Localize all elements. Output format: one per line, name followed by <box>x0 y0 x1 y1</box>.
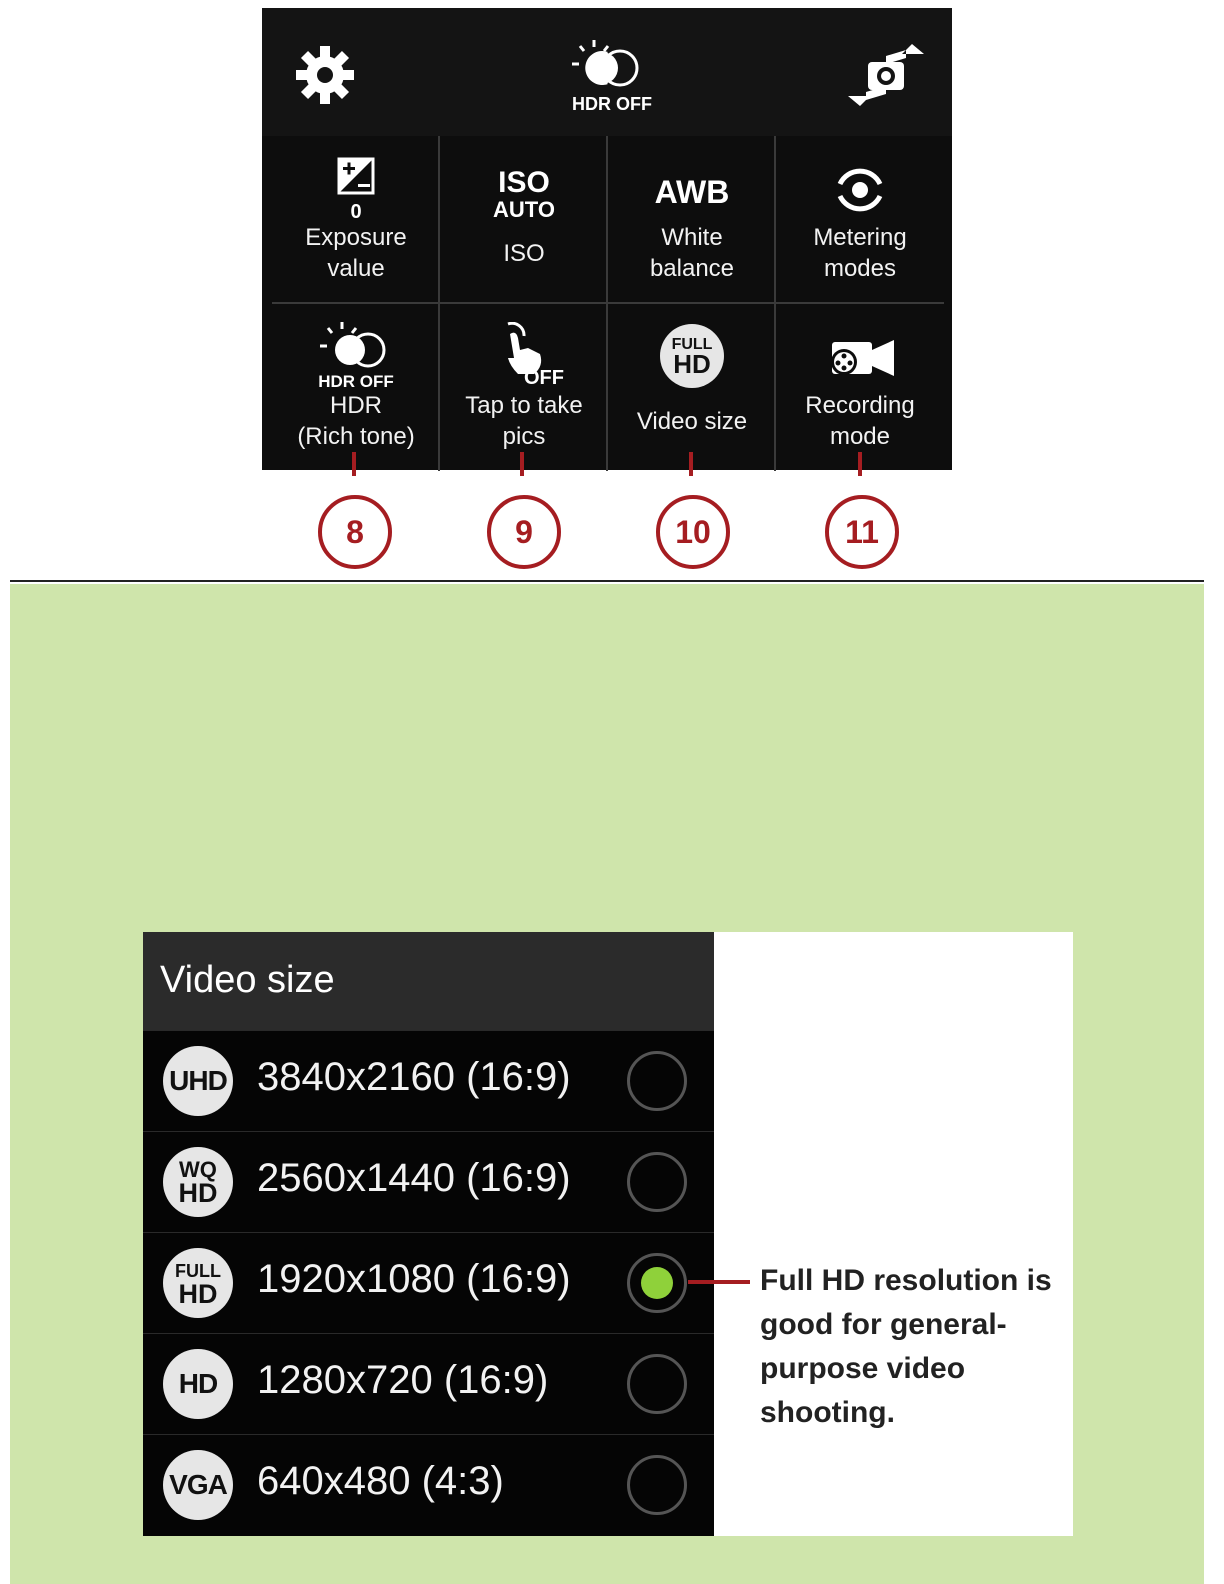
video-size-option-hd[interactable] <box>143 1333 714 1434</box>
radio-button[interactable] <box>627 1354 687 1414</box>
full-hd-badge-top: FULL <box>671 336 713 353</box>
radio-button[interactable] <box>627 1152 687 1212</box>
annotation-line <box>688 1280 750 1284</box>
radio-button[interactable] <box>627 1051 687 1111</box>
hd-badge-icon <box>163 1349 233 1419</box>
callout-11: 11 <box>825 495 899 569</box>
switch-camera-icon[interactable] <box>846 44 926 110</box>
awb-icon-text: AWB <box>654 174 730 210</box>
iso-label: ISO <box>503 240 545 267</box>
callouts <box>0 470 1224 570</box>
hdr-cell[interactable] <box>272 304 440 471</box>
tap-to-take-pics-cell[interactable] <box>440 304 608 471</box>
resolution-text: 2560x1440 (16:9) <box>257 1156 571 1200</box>
wqhd-badge-top: WQ <box>179 1157 217 1182</box>
white-balance-cell[interactable] <box>608 136 776 303</box>
hd-badge-text: HD <box>178 1368 218 1399</box>
exposure-value-cell[interactable] <box>272 136 440 303</box>
video-size-option-full-hd[interactable] <box>143 1232 714 1333</box>
callout-8: 8 <box>318 495 392 569</box>
wqhd-badge-icon <box>163 1147 233 1217</box>
video-size-cell[interactable] <box>608 304 776 471</box>
callout-line-10 <box>689 452 693 476</box>
full-hd-badge-icon <box>608 324 776 388</box>
full-hd-badge-icon <box>163 1248 233 1318</box>
video-size-label: Video size <box>636 408 748 435</box>
gear-icon[interactable] <box>294 44 356 110</box>
iso-cell[interactable] <box>440 136 608 303</box>
vga-badge-icon <box>163 1450 233 1520</box>
tap-to-take-pics-label: Tap to take pics <box>465 392 583 450</box>
callout-9: 9 <box>487 495 561 569</box>
exposure-value-label: Exposure value <box>305 224 407 282</box>
video-size-header <box>143 932 714 1030</box>
callout-line-9 <box>520 452 524 476</box>
recording-mode-label: Recording mode <box>805 392 915 450</box>
video-size-option-wqhd[interactable] <box>143 1131 714 1232</box>
iso-icon-text: ISO <box>498 166 550 199</box>
video-camera-icon <box>776 336 944 384</box>
white-balance-label: White balance <box>649 224 735 282</box>
hdr-off-text: HDR OFF <box>318 372 394 391</box>
uhd-badge-icon <box>163 1046 233 1116</box>
settings-grid <box>272 136 944 470</box>
hdr-rich-tone-icon <box>272 322 440 376</box>
camera-top-bar <box>262 8 952 136</box>
video-size-option-uhd[interactable] <box>143 1030 714 1131</box>
video-size-title: Video size <box>160 959 335 1001</box>
section-divider <box>10 580 1204 582</box>
full-hd-badge-top: FULL <box>175 1261 221 1281</box>
annotation-text: Full HD resolution is good for general-purpose video shooting. <box>760 1264 1052 1429</box>
resolution-text: 1280x720 (16:9) <box>257 1358 549 1402</box>
exposure-icon <box>272 156 440 200</box>
resolution-text: 1920x1080 (16:9) <box>257 1257 571 1301</box>
radio-button-selected[interactable] <box>627 1253 687 1313</box>
full-hd-badge-bottom: HD <box>178 1279 218 1309</box>
tap-off-text: OFF <box>524 367 564 389</box>
iso-auto-text: AUTO <box>493 197 555 222</box>
wqhd-badge-bottom: HD <box>178 1178 218 1208</box>
metering-icon <box>776 162 944 222</box>
exposure-value-text: 0 <box>350 201 362 223</box>
resolution-text: 3840x2160 (16:9) <box>257 1055 571 1099</box>
metering-modes-label: Metering modes <box>813 224 907 282</box>
hdr-label: HDR (Rich tone) <box>297 392 415 450</box>
camera-settings-panel <box>262 8 952 470</box>
resolution-text: 640x480 (4:3) <box>257 1459 504 1503</box>
video-size-panel <box>143 932 1073 1536</box>
callout-line-8 <box>352 452 356 476</box>
uhd-badge-text: UHD <box>169 1065 227 1096</box>
hdr-icon[interactable] <box>570 38 646 96</box>
radio-button[interactable] <box>627 1455 687 1515</box>
full-hd-badge-bottom: HD <box>673 349 711 379</box>
video-size-list <box>143 932 714 1536</box>
hdr-top-label: HDR OFF <box>572 94 652 114</box>
recording-mode-cell[interactable] <box>776 304 944 471</box>
selected-dot <box>641 1267 673 1299</box>
metering-modes-cell[interactable] <box>776 136 944 303</box>
video-size-option-vga[interactable] <box>143 1434 714 1535</box>
vga-badge-text: VGA <box>169 1469 227 1500</box>
callout-line-11 <box>858 452 862 476</box>
callout-10: 10 <box>656 495 730 569</box>
